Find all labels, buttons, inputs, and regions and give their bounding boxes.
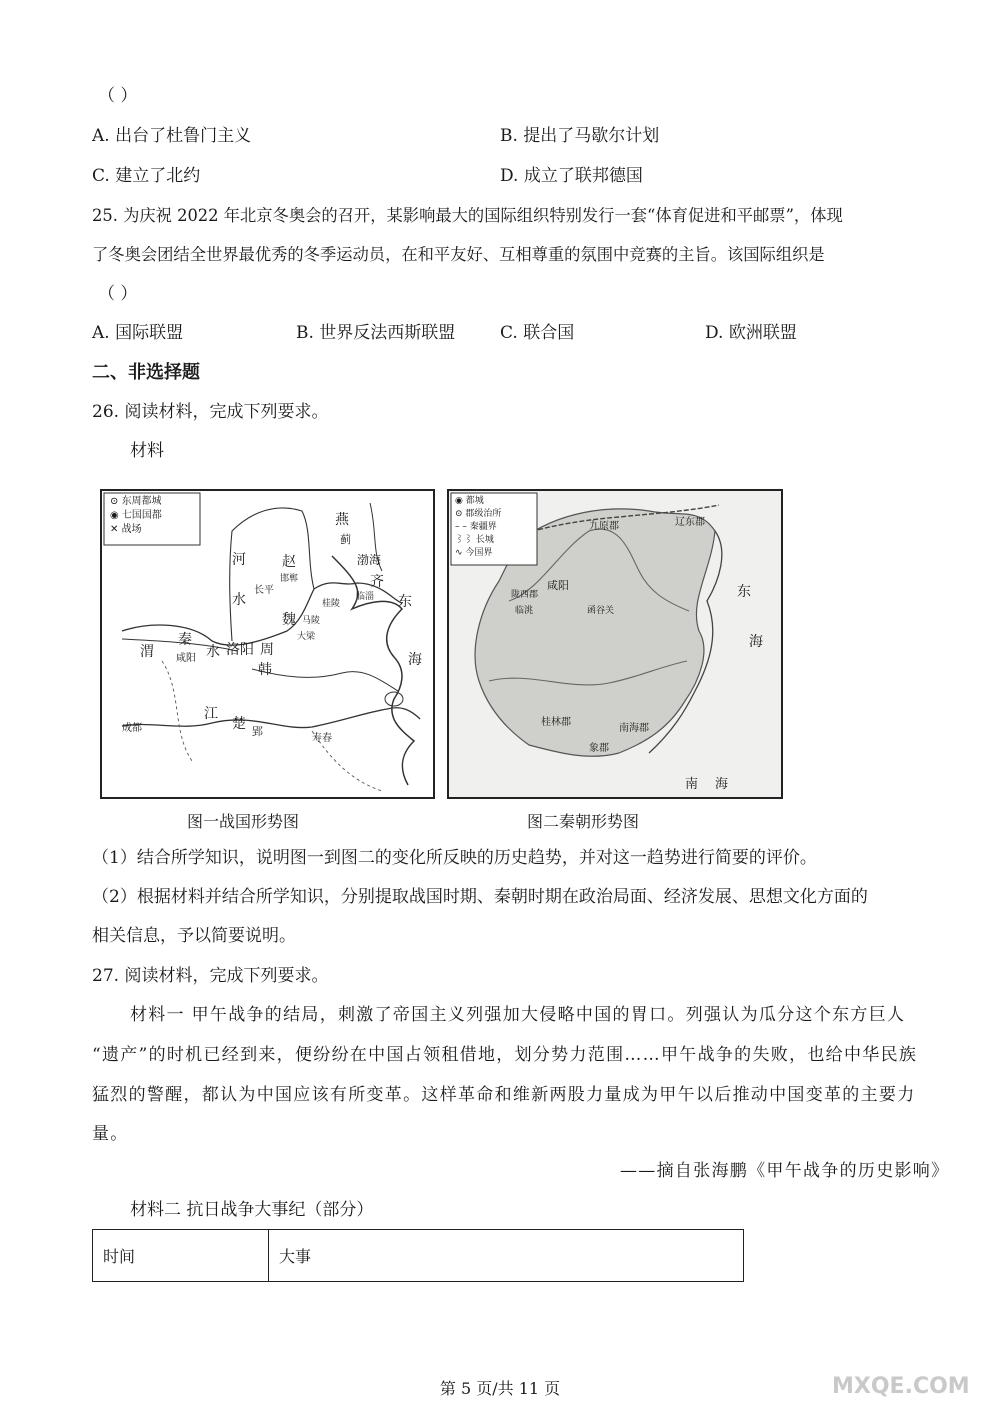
map2-legend-item: ∿ 今国界 bbox=[455, 548, 493, 558]
map1-caption: 图一战国形势图 bbox=[187, 812, 300, 831]
map1-label: 渭 bbox=[140, 644, 154, 660]
map1-label: 桂陵 bbox=[322, 599, 341, 609]
map1-label: 燕 bbox=[335, 512, 349, 528]
map1-label: 东 bbox=[398, 594, 412, 610]
q24-option-d: D. 成立了联邦德国 bbox=[500, 166, 643, 186]
map2-legend-label: 郡级治所 bbox=[465, 509, 502, 519]
map2-label: 南海郡 bbox=[619, 723, 649, 734]
q27-material1-line4: 量。 bbox=[92, 1124, 129, 1144]
map2-label: 象郡 bbox=[589, 743, 609, 754]
map1-legend-label: 战场 bbox=[121, 524, 142, 535]
map2-label: 九原郡 bbox=[589, 521, 619, 532]
map1-label: 水 bbox=[206, 644, 220, 660]
map2-label: 海 bbox=[749, 634, 763, 650]
map2-legend-label: 长城 bbox=[475, 535, 494, 545]
map2-legend-item: – – 秦疆界 bbox=[455, 522, 497, 532]
map1-label: 齐 bbox=[370, 574, 384, 590]
q26-material-label: 材料 bbox=[130, 441, 164, 461]
map2-legend-item: ⌇⌇ 长城 bbox=[455, 535, 494, 545]
qin-dynasty-map bbox=[447, 489, 783, 799]
q24-answer-paren: （ ） bbox=[98, 86, 138, 106]
q27-material2-title: 材料二 抗日战争大事纪（部分） bbox=[130, 1200, 374, 1220]
map1-label: 渤海 bbox=[357, 553, 382, 567]
q25-stem-line1: 25. 为庆祝 2022 年北京冬奥会的召开，某影响最大的国际组织特别发行一套“体育促进和平邮票”，体现 bbox=[92, 206, 843, 225]
page-number: 第 5 页/共 11 页 bbox=[439, 1379, 561, 1398]
map1-label: 赵 bbox=[282, 554, 296, 570]
map2-label: 桂林郡 bbox=[541, 717, 571, 728]
map2-caption: 图二秦朝形势图 bbox=[527, 812, 640, 831]
table-header-time: 时间 bbox=[93, 1230, 269, 1282]
map1-label: 海 bbox=[408, 652, 422, 668]
map2-legend-item: ⊙ 郡级治所 bbox=[455, 509, 502, 519]
map1-label: 楚 bbox=[232, 716, 246, 732]
map2-legend-item: ◉ 都城 bbox=[455, 496, 484, 506]
map1-label: 洛阳 bbox=[226, 642, 254, 658]
table-header-event: 大事 bbox=[269, 1230, 744, 1282]
q24-option-b: B. 提出了马歇尔计划 bbox=[500, 126, 660, 146]
map1-label: 临淄 bbox=[356, 592, 375, 602]
map1-label: 邯郸 bbox=[280, 574, 299, 584]
q25-option-d: D. 欧洲联盟 bbox=[705, 323, 797, 343]
map2-label: 辽东郡 bbox=[675, 517, 705, 528]
map2-label: 东 bbox=[737, 584, 751, 600]
map1-legend bbox=[110, 495, 162, 537]
map1-label: 成都 bbox=[122, 723, 142, 734]
map1-label: 寿春 bbox=[312, 733, 332, 744]
map2-label: 陇西郡 bbox=[511, 590, 539, 600]
map1-label: 魏 bbox=[282, 612, 296, 628]
map2-legend-label: 今国界 bbox=[465, 548, 493, 558]
map1-legend-label: 东周都城 bbox=[121, 496, 162, 507]
q26-requirement-2-line2: 相关信息，予以简要说明。 bbox=[92, 926, 296, 946]
q25-option-b: B. 世界反法西斯联盟 bbox=[296, 323, 456, 343]
map2-label: 临洮 bbox=[515, 606, 534, 616]
q25-option-c: C. 联合国 bbox=[500, 323, 575, 343]
map1-legend-item: ⊙ 东周都城 bbox=[110, 496, 162, 507]
q24-option-c: C. 建立了北约 bbox=[92, 166, 201, 186]
q25-stem-line2: 了冬奥会团结全世界最优秀的冬季运动员，在和平友好、互相尊重的氛围中竞赛的主旨。该国际组织是 bbox=[92, 245, 825, 264]
section-title: 二、非选择题 bbox=[92, 362, 200, 383]
q27-stem: 27. 阅读材料，完成下列要求。 bbox=[92, 966, 329, 986]
map2-legend bbox=[455, 495, 501, 560]
map1-label: 水 bbox=[232, 592, 246, 608]
map1-label: 大梁 bbox=[297, 632, 316, 642]
watermark: MXQE.COM bbox=[832, 1374, 970, 1399]
map1-legend-item bbox=[110, 523, 162, 537]
q27-material1-source: ——摘自张海鹏《甲午战争的历史影响》 bbox=[620, 1161, 950, 1181]
map2-label: 咸阳 bbox=[547, 579, 569, 592]
war-events-table bbox=[92, 1229, 744, 1282]
q26-requirement-2-line1: （2）根据材料并结合所学知识，分别提取战国时期、秦朝时期在政治局面、经济发展、思想文化方面的 bbox=[92, 887, 868, 907]
q24-option-a: A. 出台了杜鲁门主义 bbox=[92, 126, 252, 146]
warring-states-map bbox=[100, 489, 435, 799]
map2-label: 南 bbox=[685, 777, 699, 792]
map1-label: 郢 bbox=[252, 725, 263, 738]
q25-option-a: A. 国际联盟 bbox=[92, 323, 184, 343]
q27-material1-line2: “遗产”的时机已经到来，便纷纷在中国占领租借地，划分势力范围……甲午战争的失败，也给中华民族 bbox=[92, 1045, 918, 1065]
map2-label: 函谷关 bbox=[587, 606, 615, 616]
q27-material1-line3: 猛烈的警醒，都认为中国应该有所变革。这样革命和维新两股力量成为甲午以后推动中国变革的主要力 bbox=[92, 1085, 916, 1105]
crossed-swords-icon: ✕ bbox=[110, 524, 119, 535]
map1-label: 河 bbox=[232, 552, 246, 568]
map1-label: 蓟 bbox=[340, 533, 351, 546]
q27-material1-line1: 材料一 甲午战争的结局，刺激了帝国主义列强加大侵略中国的胃口。列强认为瓜分这个东方巨人 bbox=[130, 1005, 906, 1025]
map1-label: 江 bbox=[204, 706, 218, 722]
map2-legend-label: 都城 bbox=[465, 496, 484, 506]
q26-requirement-1: （1）结合所学知识，说明图一到图二的变化所反映的历史趋势，并对这一趋势进行简要的评价。 bbox=[92, 848, 817, 868]
map1-label: 秦 bbox=[178, 632, 192, 648]
map1-label: 咸阳 bbox=[176, 653, 196, 664]
map1-label: 周 bbox=[260, 642, 274, 658]
map1-legend-item: ◉ 七国国都 bbox=[110, 510, 162, 521]
map1-label: 长平 bbox=[254, 585, 274, 596]
map2-label: 海 bbox=[715, 777, 729, 792]
map1-label: 马陵 bbox=[302, 616, 321, 626]
map1-legend-label: 七国国都 bbox=[121, 510, 162, 521]
q26-stem: 26. 阅读材料，完成下列要求。 bbox=[92, 402, 329, 422]
map2-legend-label: 秦疆界 bbox=[469, 522, 497, 532]
q25-answer-paren: （ ） bbox=[98, 284, 138, 304]
map1-label: 韩 bbox=[258, 662, 272, 678]
table-header-row bbox=[93, 1230, 744, 1282]
